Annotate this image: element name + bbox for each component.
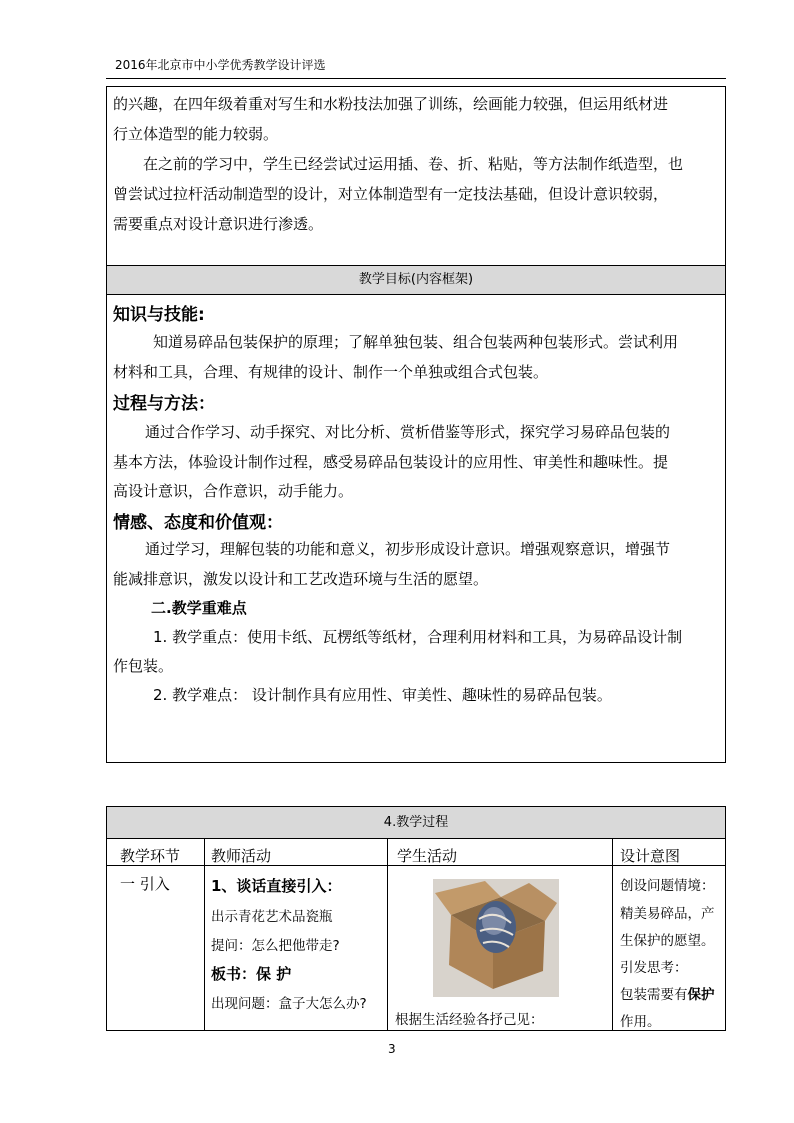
- design-intent-line: [620, 983, 715, 1003]
- design-intent-text: 包装需要有: [620, 987, 688, 1003]
- goal-line: 知道易碎品包装保护的原理；了解单独包装、组合包装两种包装形式。尝试利用: [153, 333, 679, 351]
- process-section-bar: 4.教学过程: [107, 807, 725, 839]
- column-divider: [204, 839, 205, 1030]
- column-divider: [387, 839, 388, 1030]
- column-header-stage: 教学环节: [120, 847, 181, 865]
- design-intent-line: 引发思考：: [620, 960, 688, 976]
- goals-section-bar: 教学目标(内容框架): [107, 265, 725, 295]
- design-intent-line: 作用。: [620, 1014, 661, 1030]
- goal-line: 通过学习，理解包装的功能和意义，初步形成设计意识。增强观察意识，增强节: [145, 540, 671, 558]
- column-header-intent: 设计意图: [620, 847, 681, 865]
- goal-line: 高设计意识，合作意识，动手能力。: [113, 482, 354, 500]
- intro-line: 行立体造型的能力较弱。: [113, 125, 279, 143]
- heading-key-points: 二.教学重难点: [151, 599, 247, 617]
- page-header: 2016年北京市中小学优秀教学设计评选: [115, 58, 326, 72]
- intro-line: 曾尝试过拉杆活动制造型的设计，对立体制造型有一定技法基础，但设计意识较弱，: [113, 185, 669, 203]
- column-divider: [612, 839, 613, 1030]
- design-intent-emphasis: 保护: [687, 987, 715, 1003]
- heading-emotion: 情感、态度和价值观：: [113, 513, 283, 533]
- heading-process: 过程与方法：: [113, 394, 215, 414]
- key-point-line: 作包装。: [113, 657, 174, 675]
- teacher-activity: 提问：怎么把他带走?: [211, 938, 340, 954]
- page-number: 3: [388, 1042, 396, 1056]
- intro-line: 在之前的学习中，学生已经尝试过运用插、卷、折、粘贴，等方法制作纸造型，也: [143, 155, 684, 173]
- intro-line: 需要重点对设计意识进行渗透。: [113, 215, 324, 233]
- header-rule: [106, 78, 726, 79]
- goal-line: 基本方法，体验设计制作过程，感受易碎品包装设计的应用性、审美性和趣味性。提: [113, 453, 669, 471]
- key-point-line: 2. 教学难点： 设计制作具有应用性、审美性、趣味性的易碎品包装。: [153, 686, 612, 704]
- goal-line: 通过合作学习、动手探究、对比分析、赏析借鉴等形式，探究学习易碎品包装的: [145, 423, 671, 441]
- teacher-step-title: 1、谈话直接引入：: [211, 877, 342, 895]
- packaged-vase-box-image: [433, 879, 559, 997]
- student-activity: 根据生活经验各抒己见：: [395, 1012, 544, 1028]
- heading-knowledge: 知识与技能:: [113, 305, 205, 325]
- content-box: [106, 86, 726, 763]
- process-table: [106, 806, 726, 1031]
- teacher-board-note: 板书：保 护: [211, 965, 292, 983]
- column-header-teacher: 教师活动: [211, 847, 272, 865]
- stage-label: 一 引入: [120, 875, 170, 893]
- goal-line: 材料和工具，合理、有规律的设计、制作一个单独或组合式包装。: [113, 363, 549, 381]
- teacher-activity: 出示青花艺术品瓷瓶: [211, 909, 333, 925]
- key-point-line: 1. 教学重点：使用卡纸、瓦楞纸等纸材，合理利用材料和工具，为易碎品设计制: [153, 628, 683, 646]
- intro-line: 的兴趣，在四年级着重对写生和水粉技法加强了训练，绘画能力较强，但运用纸材进: [113, 95, 669, 113]
- design-intent-line: 创设问题情境：: [620, 878, 715, 894]
- design-intent-line: 生保护的愿望。: [620, 933, 715, 949]
- column-header-student: 学生活动: [397, 847, 458, 865]
- goal-line: 能减排意识，激发以设计和工艺改造环境与生活的愿望。: [113, 570, 489, 588]
- design-intent-line: 精美易碎品，产: [620, 906, 715, 922]
- teacher-activity: 出现问题：盒子大怎么办?: [211, 996, 367, 1012]
